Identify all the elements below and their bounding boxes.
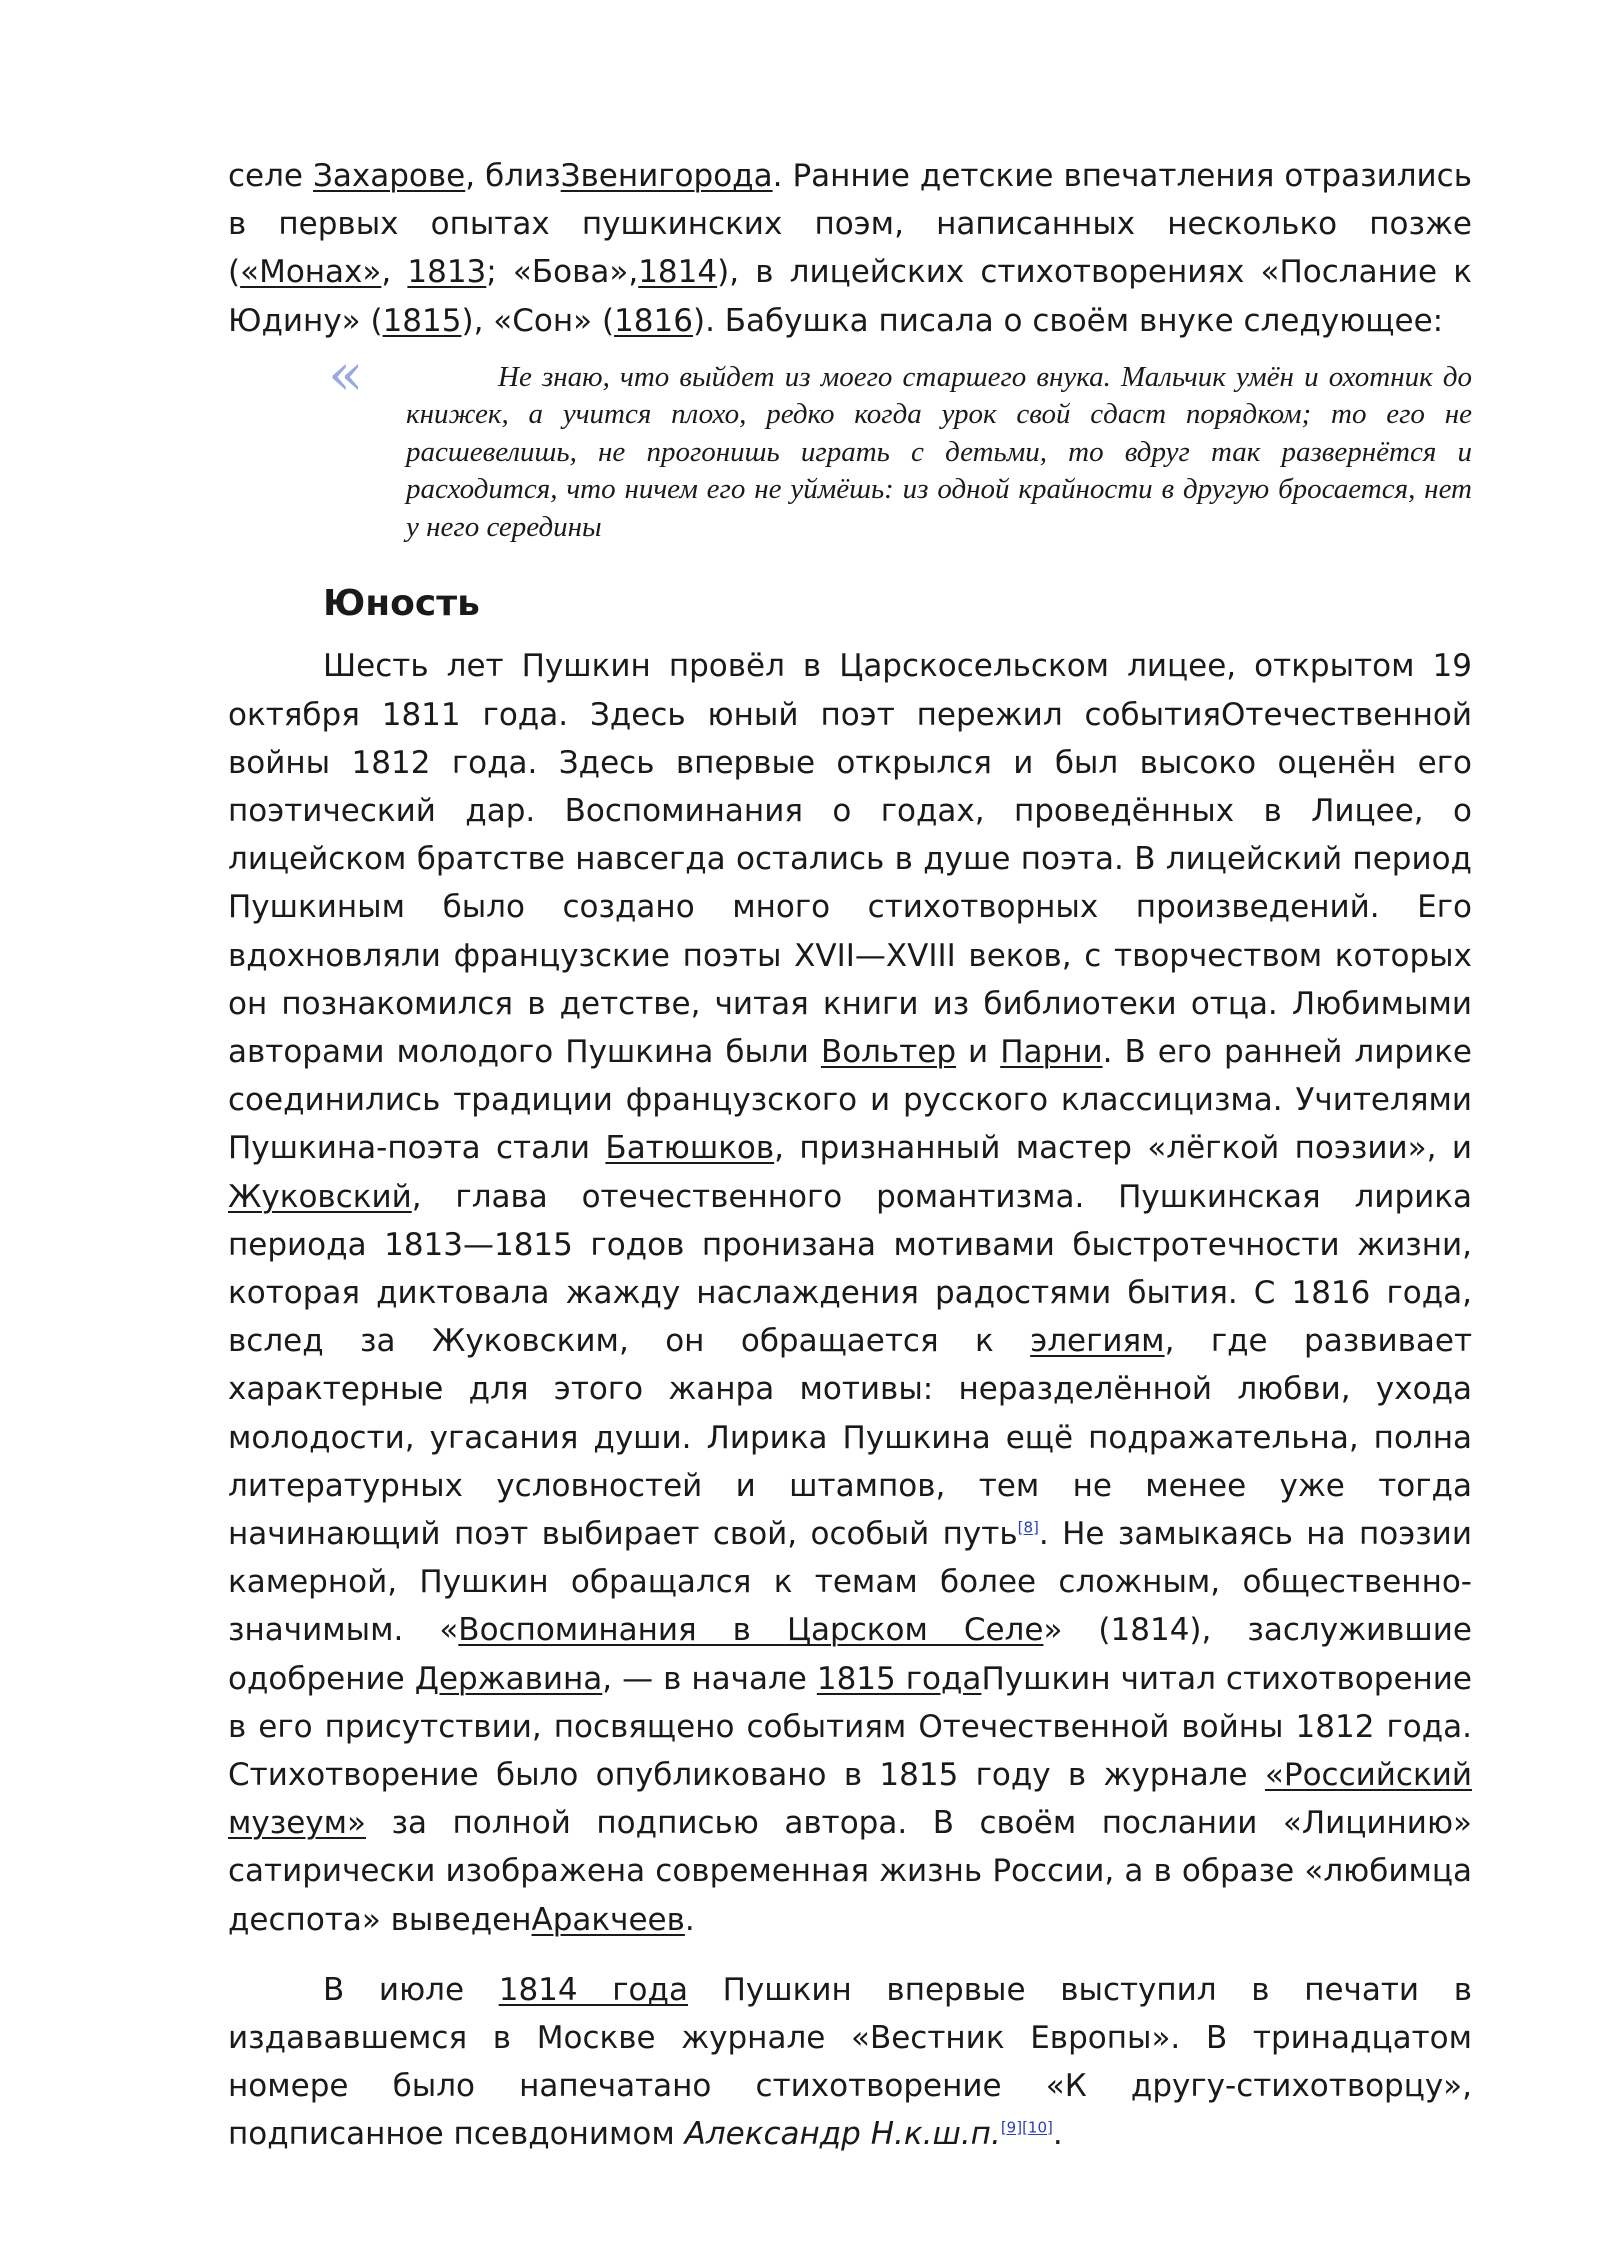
link-1815-goda[interactable]: 1815 года xyxy=(816,1660,982,1697)
paragraph-lyceum xyxy=(228,642,1472,1943)
link-1814-goda[interactable]: 1814 года xyxy=(498,1971,688,2008)
text-run: , признанный мастер «лёгкой поэзии», и xyxy=(774,1130,1472,1167)
text-run: , где развивает характерные для этого жанра мотивы: неразделённой любви, ухода молодости, угасания души. Лирика Пушкина ещё подражательна, полна литературных условностей и штампов, тем не менее уже тогда начинающий поэт выбирает свой, особый путь xyxy=(228,1323,1473,1552)
text-run: . В его ранней лирике соединились традиции французского и русского классицизма. Учителями Пушкина-поэта стали xyxy=(228,1033,1473,1167)
section-heading-youth: Юность xyxy=(323,583,480,625)
text-run: , — в начале xyxy=(602,1660,817,1697)
reference-link-9[interactable]: [9] xyxy=(1000,2119,1023,2138)
pseudonym-signature: Александр Н.к.ш.п. xyxy=(684,2116,1001,2153)
link-derzhavin[interactable]: Державина xyxy=(414,1660,603,1697)
reference-10 xyxy=(1022,2119,1053,2137)
link-parny[interactable]: Парни xyxy=(1000,1033,1103,1070)
text-run: . xyxy=(1052,2116,1063,2153)
link-zvenigorod[interactable]: Звенигорода xyxy=(560,158,773,194)
text-run: ; «Бова», xyxy=(486,254,639,291)
link-1815[interactable]: 1815 xyxy=(382,302,462,339)
text-run: , глава отечественного романтизма. Пушкинская лирика периода 1813—1815 годов пронизана мотивами быстротечности жизни, которая диктовала жажду наслаждения радостями бытия. С 1816 года, вслед за Жуковским, он обращается к xyxy=(228,1178,1472,1360)
text-run: ). Бабушка писала о своём внуке следующее: xyxy=(692,302,1444,339)
paragraph-gap xyxy=(228,1944,1472,1966)
document-body xyxy=(228,152,1472,2159)
text-run: » (1814), заслужившие одобрение xyxy=(228,1612,1472,1697)
text-run: , xyxy=(381,254,408,291)
paragraph-childhood xyxy=(228,152,1472,345)
link-zakharovo[interactable]: Захарове xyxy=(313,158,466,194)
quote-content: Не знаю, что выйдет из моего старшего внука. Мальчик умён и охотник до книжек, а учится плохо, редко когда урок свой сдаст порядком; то его не расшевелишь, не прогонишь играть с детьми, то вдруг так развернётся и расходится, что ничем его не уймёшь: из одной крайности в другую бросается, нет у него середины xyxy=(406,360,1472,543)
link-voltaire[interactable]: Вольтер xyxy=(820,1033,957,1070)
link-monakh[interactable]: «Монах» xyxy=(240,254,382,291)
text-run: . xyxy=(684,1901,695,1938)
grandmother-quote xyxy=(228,339,1472,547)
reference-link-8[interactable]: [8] xyxy=(1017,1518,1039,1537)
text-run: ), в лицейских стихотворениях «Послание к Юдину» ( xyxy=(228,254,1472,339)
text-run: за полной подписью автора. В своём послании «Лицинию» сатирически изображена современная жизнь России, а в образе «любимца деспота» выведен xyxy=(228,1805,1472,1938)
text-run: Шесть лет Пушкин провёл в Царскосельском лицее, открытом 19 октября 1811 года. Здесь юный поэт пережил событияОтечественной войны 1812 года. Здесь впервые открылся и был высоко оценён его поэтический дар. Воспоминания о годах, проведённых в Лицее, о лицейском братстве навсегда остались в душе поэта. В лицейский период Пушкиным было создано много стихотворных произведений. Его вдохновляли французские поэты XVII—XVIII веков, с творчеством которых он познакомился в детстве, читая книги из библиотеки отца. Любимыми авторами молодого Пушкина были xyxy=(228,648,1472,1070)
link-1814[interactable]: 1814 xyxy=(638,254,718,291)
reference-9 xyxy=(1001,2119,1022,2137)
quote-mark-icon: « xyxy=(328,339,364,408)
link-1813[interactable]: 1813 xyxy=(407,254,487,291)
link-batyushkov[interactable]: Батюшков xyxy=(605,1130,775,1167)
text-run: Пушкин впервые выступил в печати в издававшемся в Москве журнале «Вестник Европы». В тринадцатом номере было напечатано стихотворение «К другу-стихотворцу», подписанное псевдонимом xyxy=(228,1971,1472,2153)
text-run: и xyxy=(956,1033,1001,1070)
link-rossiyskiy-muzeum[interactable]: «Российский музеум» xyxy=(228,1756,1472,1842)
link-arakcheev[interactable]: Аракчеев xyxy=(531,1901,685,1938)
link-elegies[interactable]: элегиям xyxy=(1030,1323,1165,1360)
paragraph-first-publication xyxy=(228,1966,1472,2159)
text-run: селе xyxy=(228,158,314,194)
link-zhukovsky[interactable]: Жуковский xyxy=(228,1178,412,1215)
reference-8 xyxy=(1018,1519,1039,1537)
text-run: . Ранние детские впечатления отразились в первых опытах пушкинских поэм, написанных несколько позже ( xyxy=(228,158,1472,291)
text-run: В июле xyxy=(323,1971,499,2008)
reference-link-10[interactable]: [10] xyxy=(1022,2119,1053,2138)
text-run: , близ xyxy=(465,158,561,194)
text-run: . Не замыкаясь на поэзии камерной, Пушкин обращался к темам более сложным, общественно-значимым. « xyxy=(228,1515,1472,1649)
text-run: ), «Сон» ( xyxy=(461,302,615,339)
link-1816[interactable]: 1816 xyxy=(614,302,693,339)
quote-text xyxy=(406,359,1472,547)
text-run: Пушкин читал стихотворение в его присутствии, посвящено событиям Отечественной войны 1812 года. Стихотворение было опубликовано в 1815 году в журнале xyxy=(228,1660,1473,1793)
link-vospominaniya[interactable]: Воспоминания в Царском Селе xyxy=(458,1612,1044,1649)
